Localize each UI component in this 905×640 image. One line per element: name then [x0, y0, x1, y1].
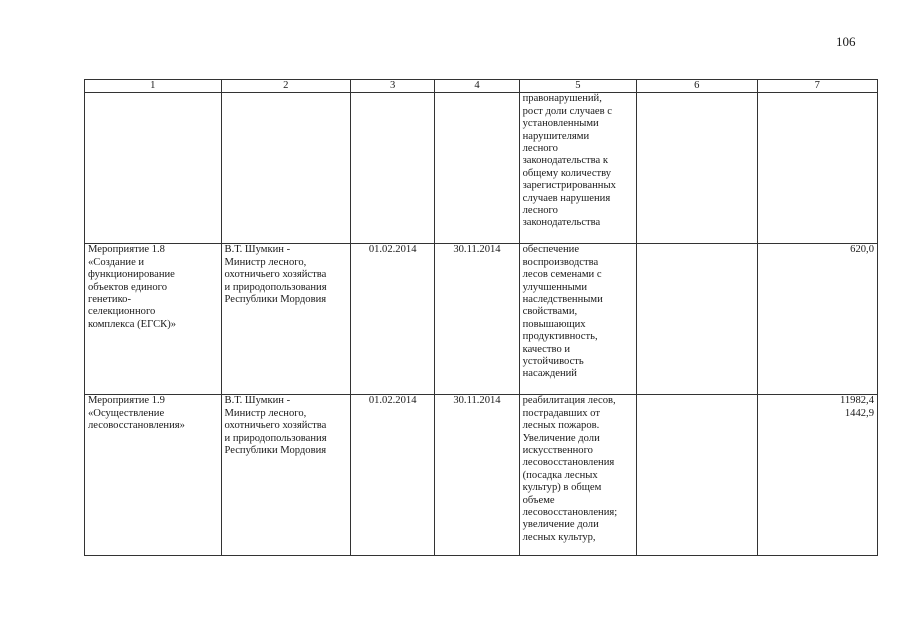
cell-text-line: искусственного — [522, 445, 593, 457]
end-date-cell: 30.11.2014 — [435, 395, 519, 556]
end-date-cell: 30.11.2014 — [435, 244, 519, 395]
column-6-cell — [637, 244, 757, 395]
responsible-cell — [221, 395, 350, 556]
header-cell: 7 — [757, 80, 877, 93]
cell-text-line: пострадавших от — [522, 407, 600, 419]
header-cell: 5 — [519, 80, 636, 93]
cell-text-line: лесного — [522, 205, 558, 217]
cell-text-line: лесных пожаров. — [522, 420, 600, 432]
cell-text-line: продуктивность, — [522, 331, 598, 343]
result-cell — [519, 244, 636, 395]
cell-text-line: и природопользования — [224, 432, 327, 444]
cell-text-line: лесовосстановления» — [88, 420, 185, 432]
cell-text-line: установленными — [522, 118, 599, 130]
cell-text-line: свойствами, — [522, 306, 578, 318]
cell-text-line: «Создание и — [88, 256, 145, 268]
cell-text-line: Министр лесного, — [224, 407, 307, 419]
cell-text-line: нарушителями — [522, 130, 590, 142]
cell-text-line: Мероприятие 1.9 — [88, 395, 165, 407]
cell-text-line: устойчивость — [522, 356, 584, 368]
cell-text-line: лесных культур, — [522, 531, 596, 543]
cell-text-line: рост доли случаев с — [522, 105, 612, 117]
cell-text-line: улучшенными — [522, 281, 588, 293]
cell-text-line: увеличение доли — [522, 519, 599, 531]
cell-text-line: (посадка лесных — [522, 469, 598, 481]
column-6-cell — [637, 93, 757, 244]
amount-cell — [757, 395, 877, 556]
cell-text-line: общему количеству — [522, 167, 612, 179]
cell-text-line: зарегистрированных — [522, 180, 616, 192]
column-6-cell — [637, 395, 757, 556]
measure-name-cell — [85, 93, 222, 244]
amount-cell — [757, 93, 877, 244]
measure-name-cell — [85, 395, 222, 556]
cell-text-line: Республики Мордовия — [224, 294, 327, 306]
end-date-cell — [435, 93, 519, 244]
cell-text-line: 11982,4 — [839, 395, 874, 407]
cell-text-line: «Осуществление — [88, 407, 165, 419]
cell-text-line: Министр лесного, — [224, 256, 307, 268]
page-number: 106 — [836, 34, 856, 49]
cell-text-line: охотничьего хозяйства — [224, 420, 327, 432]
table-row — [85, 93, 878, 244]
cell-text-line: законодательства к — [522, 155, 609, 167]
cell-text-line: функционирование — [88, 269, 175, 281]
cell-text-line: объеме — [522, 494, 555, 506]
cell-text-line: лесного — [522, 143, 558, 155]
responsible-cell — [221, 93, 350, 244]
cell-text-line: случаев нарушения — [522, 192, 611, 204]
cell-text-line: качество и — [522, 343, 571, 355]
cell-text-line: правонарушений, — [522, 93, 602, 105]
measures-table — [84, 79, 878, 556]
cell-text-line: повышающих — [522, 318, 586, 330]
cell-text-line: Мероприятие 1.8 — [88, 244, 165, 256]
cell-text-line: В.Т. Шумкин - — [224, 395, 291, 407]
responsible-cell — [221, 244, 350, 395]
start-date-cell: 01.02.2014 — [351, 395, 435, 556]
cell-text-line: объектов единого — [88, 281, 168, 293]
cell-text-line: 1442,9 — [844, 407, 874, 419]
cell-text-line: насаждений — [522, 368, 577, 380]
start-date-cell — [351, 93, 435, 244]
table-row — [85, 244, 878, 395]
cell-text-line: обеспечение — [522, 244, 580, 256]
cell-text-line: лесов семенами с — [522, 269, 602, 281]
cell-text-line: охотничьего хозяйства — [224, 269, 327, 281]
cell-text-line: Республики Мордовия — [224, 445, 327, 457]
result-cell — [519, 93, 636, 244]
cell-text-line: 620,0 — [850, 244, 874, 256]
cell-text-line: В.Т. Шумкин - — [224, 244, 291, 256]
table-header-row — [85, 80, 878, 93]
header-cell: 1 — [85, 80, 222, 93]
start-date-cell: 01.02.2014 — [351, 244, 435, 395]
result-cell — [519, 395, 636, 556]
cell-text-line: генетико- — [88, 294, 132, 306]
cell-text-line: Увеличение доли — [522, 432, 600, 444]
header-cell: 6 — [637, 80, 757, 93]
cell-text-line: наследственными — [522, 294, 603, 306]
cell-text-line: культур) в общем — [522, 482, 602, 494]
measure-name-cell — [85, 244, 222, 395]
table-row — [85, 395, 878, 556]
cell-text-line: воспроизводства — [522, 256, 599, 268]
header-cell: 4 — [435, 80, 519, 93]
cell-text-line: селекционного — [88, 306, 156, 318]
cell-text-line: реабилитация лесов, — [522, 395, 616, 407]
cell-text-line: законодательства — [522, 217, 601, 229]
cell-text-line: комплекса (ЕГСК)» — [88, 318, 177, 330]
cell-text-line: лесовосстановления; — [522, 507, 618, 519]
header-cell: 3 — [351, 80, 435, 93]
header-cell: 2 — [221, 80, 350, 93]
amount-cell — [757, 244, 877, 395]
cell-text-line: лесовосстановления — [522, 457, 615, 469]
cell-text-line: и природопользования — [224, 281, 327, 293]
